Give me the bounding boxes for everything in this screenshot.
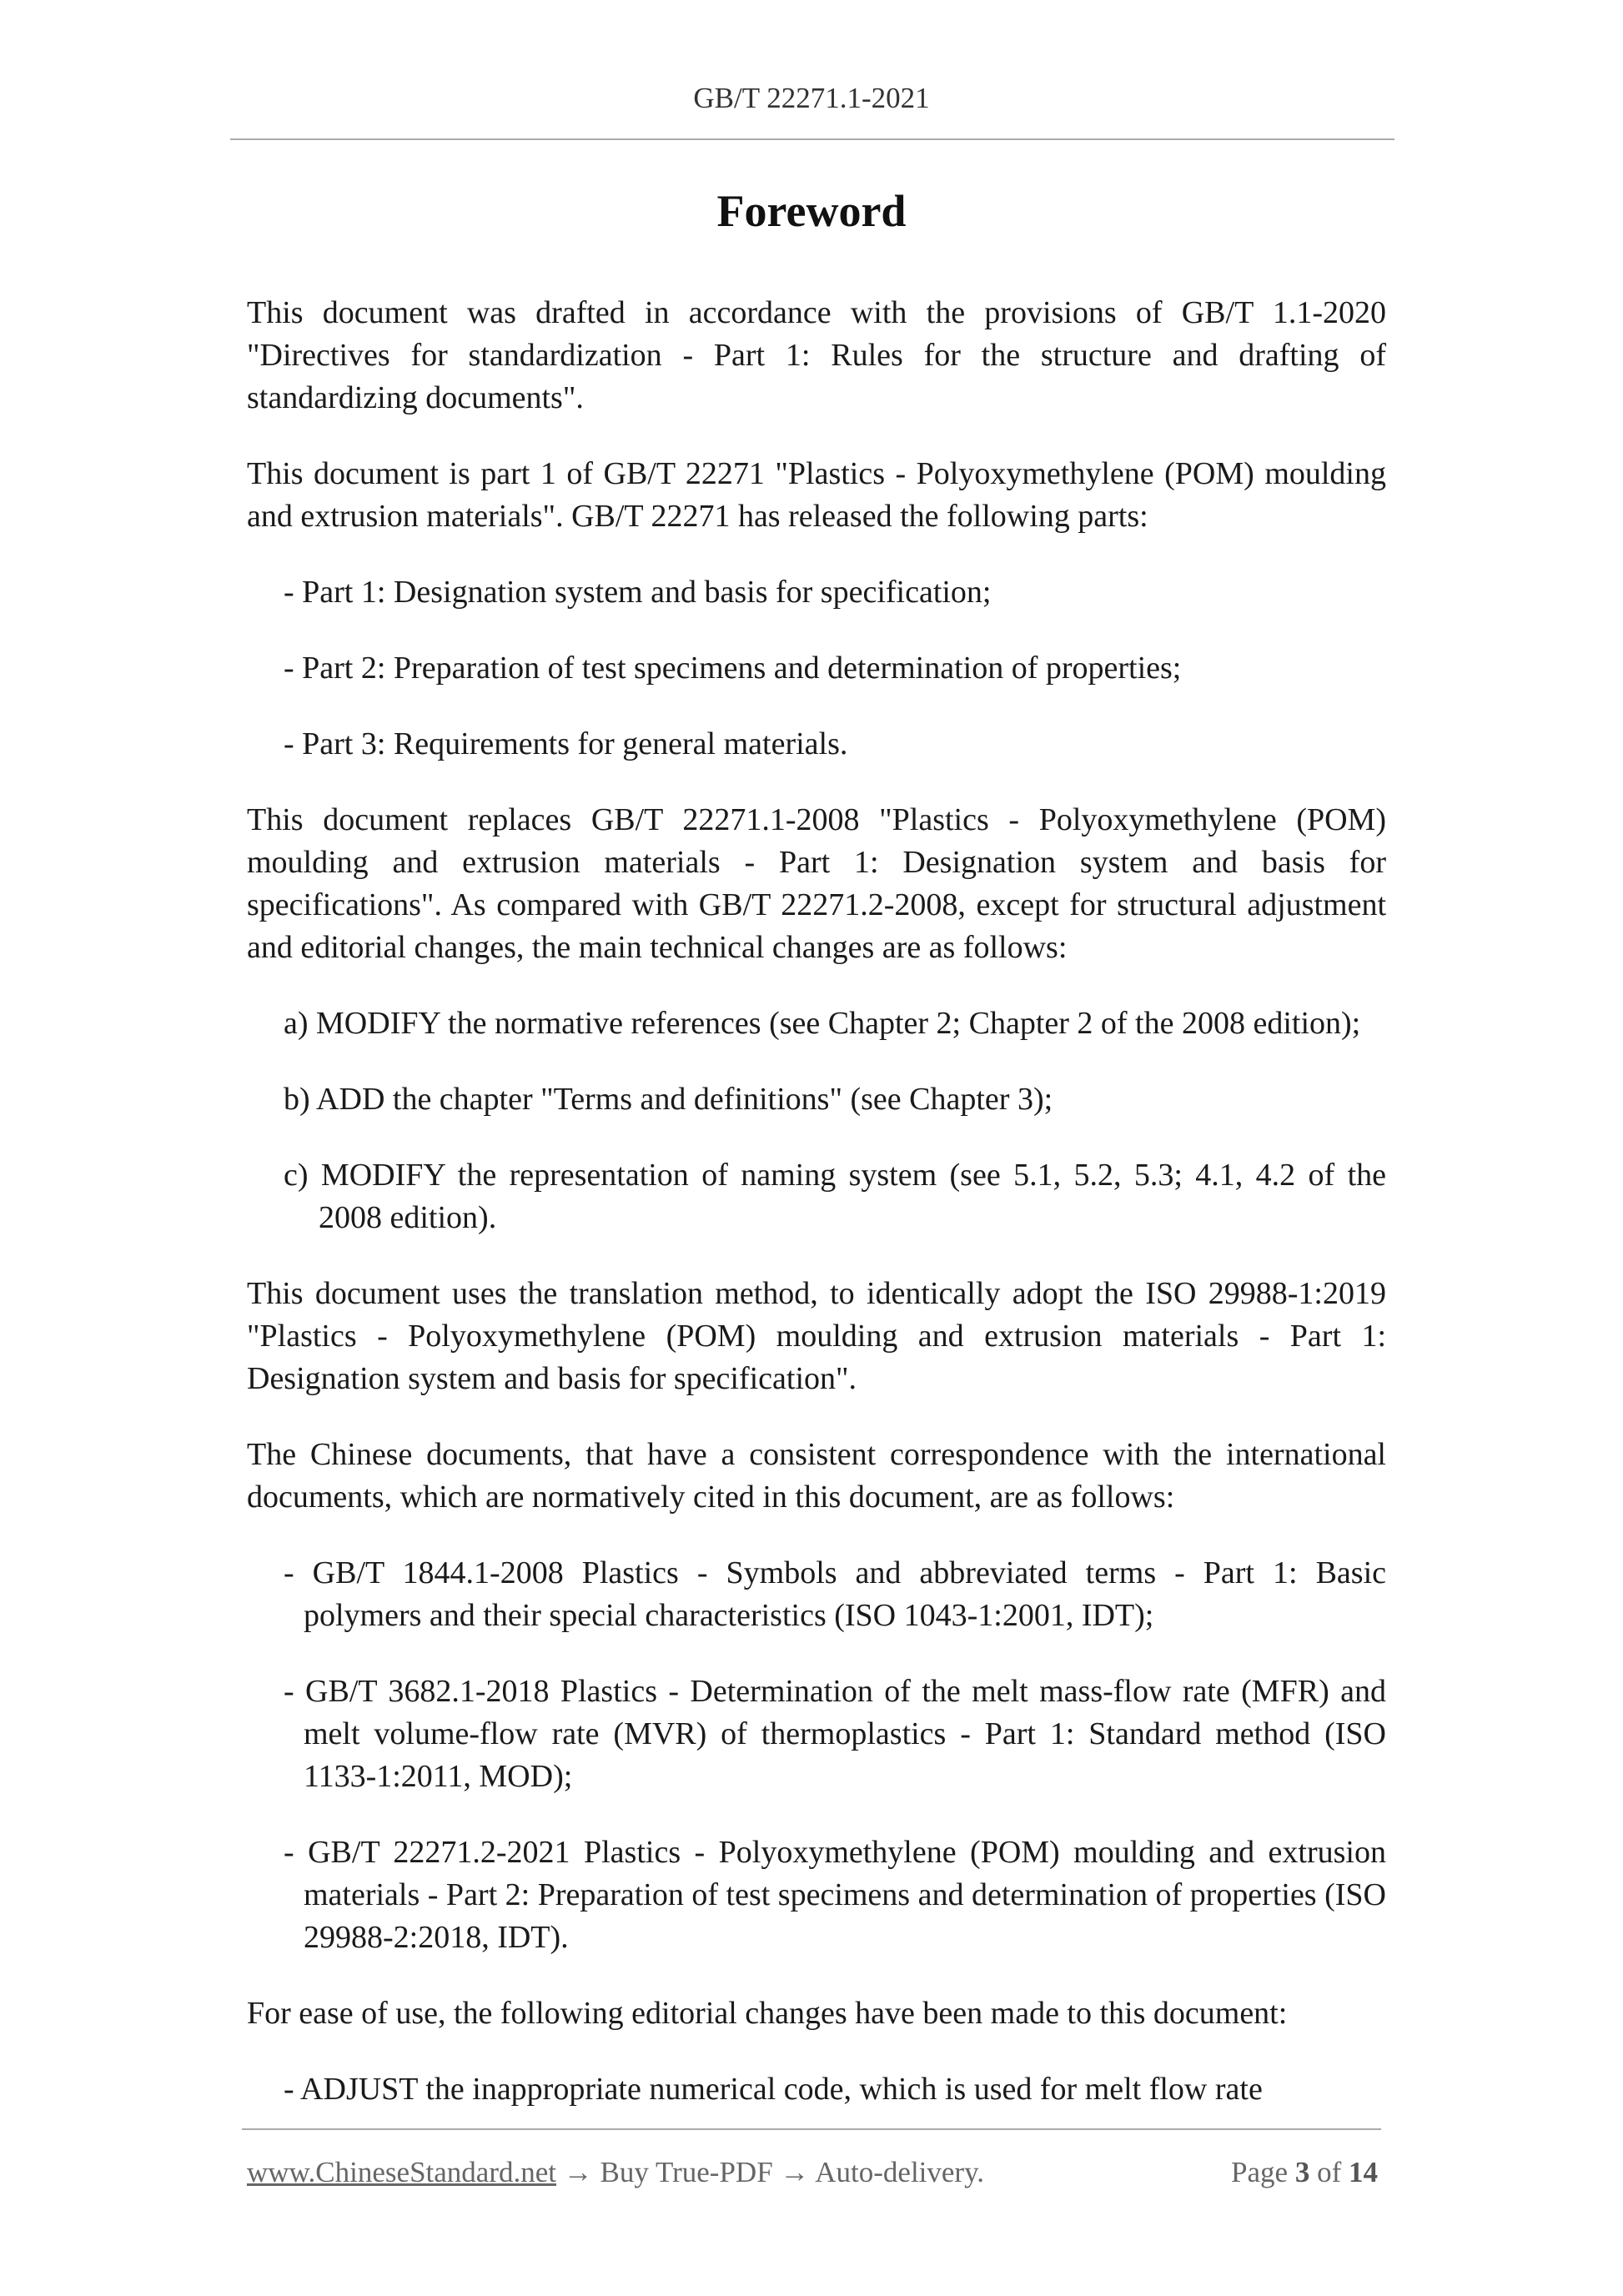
paragraph-replaces: This document replaces GB/T 22271.1-2008 "Plastics - Polyoxymethylene (POM) moulding and extrusion materials - Part 1: Designation system and basis for specifications". As compared with GB/T 22271.2-2008, except for structural adjustment and editorial changes, the main technical changes are as follows: [247, 802, 1386, 965]
page-footer [247, 2156, 1378, 2189]
footer-divider [242, 2128, 1381, 2130]
footer-links [247, 2156, 984, 2189]
list-item-change-b: b) ADD the chapter "Terms and definitions" (see Chapter 3); [284, 1082, 1053, 1117]
list-item-part-3: - Part 3: Requirements for general materials. [284, 726, 848, 761]
page-title: Foreword [716, 186, 907, 236]
list-item-change-a: a) MODIFY the normative references (see Chapter 2; Chapter 2 of the 2008 edition); [284, 1006, 1361, 1041]
paragraph-correspondence: The Chinese documents, that have a consistent correspondence with the international documents, which are normatively cited in this document, are as follows: [247, 1437, 1386, 1515]
list-item-ref-2: - GB/T 3682.1-2018 Plastics - Determination of the melt mass-flow rate (MFR) and melt volume-flow rate (MVR) of thermoplastics - Part 1: Standard method (ISO 1133-1:2011, MOD); [284, 1674, 1386, 1794]
list-item-part-2: - Part 2: Preparation of test specimens and determination of properties; [284, 651, 1182, 686]
list-item-part-1: - Part 1: Designation system and basis for specification; [284, 575, 992, 610]
document-body [247, 292, 1386, 2111]
paragraph-editorial-changes: For ease of use, the following editorial changes have been made to this document: [247, 1996, 1288, 2031]
buy-pdf-text: Buy True-PDF [600, 2156, 773, 2188]
paragraph-series-parts: This document is part 1 of GB/T 22271 "Plastics - Polyoxymethylene (POM) moulding and extrusion materials". GB/T 22271 has released the following parts: [247, 456, 1386, 534]
page-word: Page [1231, 2156, 1289, 2188]
list-item-ref-3: - GB/T 22271.2-2021 Plastics - Polyoxymethylene (POM) moulding and extrusion materials - Part 2: Preparation of test specimens and determination of properties (ISO 29988-2:2018, IDT). [284, 1835, 1386, 1955]
page-total: 14 [1349, 2156, 1378, 2188]
page-number: 3 [1294, 2156, 1310, 2188]
of-word: of [1317, 2156, 1342, 2188]
list-item-change-c: c) MODIFY the representation of naming system (see 5.1, 5.2, 5.3; 4.1, 4.2 of the 2008 edition). [284, 1158, 1386, 1235]
arrow-right-icon: → [780, 2156, 810, 2188]
document-code-header: GB/T 22271.1-2021 [693, 82, 930, 114]
arrow-right-icon: → [563, 2156, 593, 2188]
auto-delivery-text: Auto-delivery. [815, 2156, 985, 2188]
header-divider [230, 138, 1394, 140]
list-item-editorial-1: - ADJUST the inappropriate numerical code, which is used for melt flow rate [284, 2072, 1263, 2107]
paragraph-drafting-basis: This document was drafted in accordance with the provisions of GB/T 1.1-2020 "Directives for standardization - Part 1: Rules for the structure and drafting of standardizing documents". [247, 295, 1386, 415]
list-item-ref-1: - GB/T 1844.1-2008 Plastics - Symbols and abbreviated terms - Part 1: Basic polymers and their special characteristics (ISO 1043-1:2001, IDT); [284, 1555, 1386, 1633]
site-link[interactable]: www.ChineseStandard.net [247, 2156, 556, 2188]
page-indicator [1231, 2156, 1378, 2189]
paragraph-translation-method: This document uses the translation method, to identically adopt the ISO 29988-1:2019 "Plastics - Polyoxymethylene (POM) moulding and extrusion materials - Part 1: Designation system and basis for specification". [247, 1276, 1386, 1396]
